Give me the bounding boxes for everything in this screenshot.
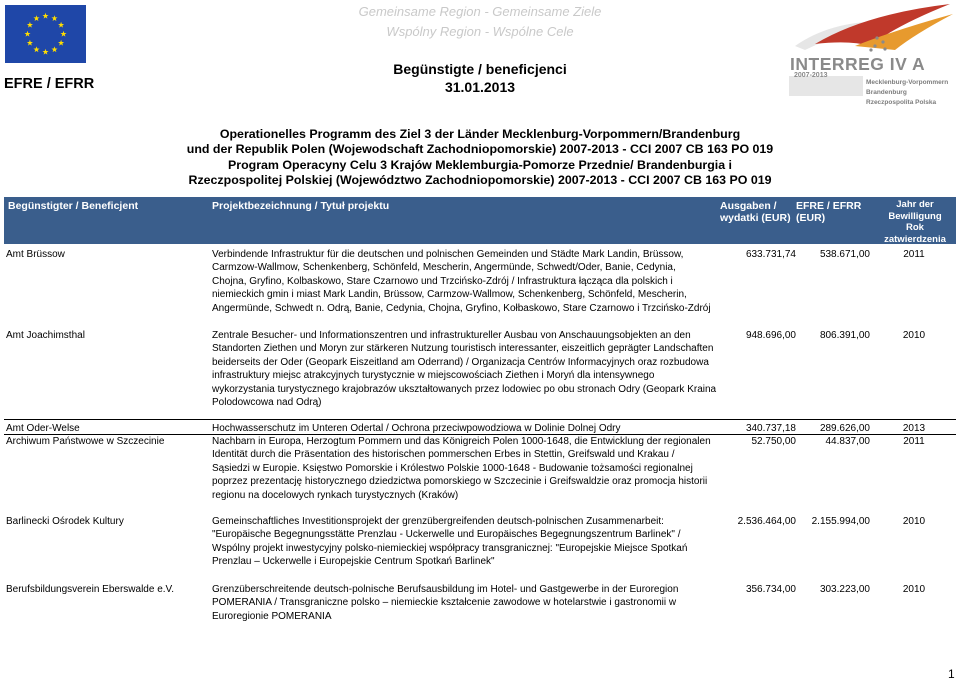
region-name: Rzeczpospolita Polska xyxy=(866,99,937,106)
project-line: Verbindende Infrastruktur für die deutschen und polnischen Gemeinden und Städte Mark Landin, Brüssow, xyxy=(212,249,684,260)
beneficiary-cell: Barlinecki Ośrodek Kultury xyxy=(6,516,124,527)
project-line: Angermünde, Schwedt n. Odrą, Banie, Cedynia, Chojna, Gryfino, Kołbaskowo, Stare Czarnowo i Trzcińsko-Zdrój xyxy=(212,302,711,314)
program-title-line: Operationelles Programm des Ziel 3 der Länder Mecklenburg-Vorpommern/Brandenburg xyxy=(219,127,741,141)
header-efre-line: (EUR) xyxy=(796,212,826,224)
program-title-line: und der Republik Polen (Wojewodschaft Zachodniopomorskie) 2007-2013 - CCI 2007 CB 163 PO 019 xyxy=(186,142,774,157)
efre-cell: 303.223,00 xyxy=(819,584,870,595)
year-cell: 2013 xyxy=(902,423,926,434)
project-line: "Europäische Begegnungsstätte Prenzlau - Uckerwelle und Europäisches Begegnungszentrum Barlinek" / xyxy=(212,529,681,541)
header-year-line: Bewilligung xyxy=(888,210,942,222)
header-year-line: Rok xyxy=(906,222,924,233)
project-line: Sąsiedzi w Europie. Księstwo Pomorskie i Królestwo Polskie 1000-1648 - Budowanie tożsamości regionalnej xyxy=(212,462,693,474)
project-cell xyxy=(212,435,722,502)
project-line: POMERANIA / Transgraniczne polsko – niemieckie kształcenie zawodowe w hotelarstwie i gastronomii w xyxy=(212,597,677,609)
fund-label: EFRE / EFRR xyxy=(4,76,95,92)
expenses-cell: 52.750,00 xyxy=(751,436,796,447)
project-line: Grenzüberschreitende deutsch-polnische Berufsausbildung im Hotel- und Gastgewerbe in der Euroregion xyxy=(212,584,679,595)
interreg-title: INTERREG IV A xyxy=(790,54,926,74)
project-cell xyxy=(212,515,722,569)
slogan-pl: Wspólny Region - Wspólne Cele xyxy=(386,24,574,39)
beneficiary-cell: Berufsbildungsverein Eberswalde e.V. xyxy=(6,584,175,595)
project-line: Chojna, Gryfino, Kolbaskowo, Stare Czarnowo und Trzcińsko-Zdrój / Infrastruktura łącząca dla polskich i xyxy=(212,275,673,287)
project-line: Euroregionie POMERANIA xyxy=(212,610,332,622)
header-year-line: Jahr der xyxy=(896,199,934,210)
project-line: poprzez prezentację historycznego dziedzictwa pomorskiego w Szczecinie i Greifswaldzie oraz promocja historii xyxy=(212,476,708,488)
row-separator xyxy=(4,419,956,420)
logo-map-shape xyxy=(789,76,863,96)
star-icon xyxy=(27,40,33,46)
project-line: Nachbarn in Europa, Herzogtum Pommern und das Königreich Polen 1000-1648, die Entwicklung der regionalen xyxy=(212,436,711,447)
project-line: Wspólny projekt inwestycyjny polsko-niemieckiej współpracy transgranicznej: "Europejskie Miejsce Spotkań xyxy=(212,542,688,554)
project-line: regionu na docelowych rynkach turystycznych (Kraków) xyxy=(212,489,459,501)
beneficiary-cell: Amt Brüssow xyxy=(6,249,65,260)
efre-cell: 538.671,00 xyxy=(819,249,870,260)
region-name: Brandenburg xyxy=(866,89,907,96)
slogan-de: Gemeinsame Region - Gemeinsame Ziele xyxy=(358,4,602,19)
expenses-cell: 356.734,00 xyxy=(745,584,796,595)
project-line: Gemeinschaftliches Investitionsprojekt der grenzübergreifenden deutsch-polnischen Zusammenarbeit: xyxy=(212,516,664,527)
program-title-line: Rzeczpospolitej Polskiej (Województwo Zachodniopomorskie) 2007-2013 - CCI 2007 CB 163 PO 019 xyxy=(188,172,772,187)
page-number: 1 xyxy=(948,667,955,681)
project-cell xyxy=(212,329,722,409)
beneficiary-cell: Amt Joachimsthal xyxy=(6,330,85,341)
year-cell: 2010 xyxy=(902,330,926,341)
header-year-line: zatwierdzenia xyxy=(884,233,946,245)
header-expenses xyxy=(720,200,800,224)
year-cell: 2010 xyxy=(902,516,926,527)
star-icon xyxy=(42,49,48,55)
header-efre-line: EFRE / EFRR xyxy=(796,200,862,212)
header-expenses-line: Ausgaben / xyxy=(720,200,777,212)
expenses-cell: 633.731,74 xyxy=(745,249,796,260)
project-line: Standorten Ziethen und Moryn zur stärkeren Nutzung touristisch interessanter, eiszeitlich geprägter Landschaften xyxy=(212,343,714,355)
star-icon xyxy=(33,46,39,52)
project-line: Carmzow-Wallmow, Schenkenberg, Schönfeld, Mescherin, Angermünde, Schwedt/Oder, Banie, Cedynia, xyxy=(212,262,676,274)
project-line: Prenzlau – Uckerwelle i Europejskie Centrum Spotkań Barlinek" xyxy=(212,556,495,568)
expenses-cell: 2.536.464,00 xyxy=(737,516,796,527)
header-project: Projektbezeichnung / Tytuł projektu xyxy=(212,200,390,212)
project-line: Polodowcowa nad Odrą) xyxy=(212,397,322,409)
table-header xyxy=(4,197,956,244)
header-beneficiary: Begünstigter / Beneficjent xyxy=(8,200,139,212)
program-title xyxy=(140,127,820,188)
year-cell: 2011 xyxy=(903,249,925,260)
efre-cell: 2.155.994,00 xyxy=(811,516,870,527)
year-cell: 2011 xyxy=(903,436,925,447)
star-icon xyxy=(51,46,57,52)
region-name: Mecklenburg-Vorpommern xyxy=(866,79,949,86)
header-expenses-line: wydatki (EUR) xyxy=(720,212,791,224)
beneficiaries-title: Begünstigte / beneficjenci xyxy=(393,61,567,77)
beneficiary-cell: Archiwum Państwowe w Szczecinie xyxy=(6,436,165,447)
project-line: infrastruktury miejsc atrakcyjnych turystycznie w miejscowościach Ziethen i Moryń dla intensywnego xyxy=(212,370,655,382)
efre-cell: 289.626,00 xyxy=(819,423,870,434)
project-cell xyxy=(212,248,722,315)
project-line: Zentrale Besucher- und Informationszentren und infrastruktureller Ausbau von Anschauungsobjekten an den xyxy=(212,330,691,341)
project-line: Hochwasserschutz im Unteren Odertal / Ochrona przeciwpowodziowa w Dolinie Dolnej Odry xyxy=(212,423,621,434)
efre-cell: 806.391,00 xyxy=(819,330,870,341)
header-year xyxy=(874,199,956,245)
document-date: 31.01.2013 xyxy=(444,79,516,95)
star-icon xyxy=(58,40,64,46)
project-line: Identität durch die Präsentation des historischen pommerschen Erbes in Stettin, Greifswald und Krakau / xyxy=(212,449,675,461)
expenses-cell: 340.737,18 xyxy=(745,423,796,434)
program-title-line: Program Operacyny Celu 3 Krajów Meklemburgia-Pomorze Przednie/ Brandenburgia i xyxy=(227,157,733,172)
expenses-cell: 948.696,00 xyxy=(745,330,796,341)
interreg-years: 2007-2013 xyxy=(794,72,828,79)
header-efre xyxy=(796,200,876,224)
year-cell: 2010 xyxy=(902,584,926,595)
project-cell xyxy=(212,583,722,623)
project-line: niemieckich gmin i miast Mark Landin, Brüssow, Carmzow-Wallmow, Schenkenberg, Schönfeld, Mescherin, xyxy=(212,289,687,301)
project-line: beiderseits der Oder (Geopark Eiszeitland am Oderrand) / Organizacja Centrów Informacyjnych oraz rozbudowa xyxy=(212,356,709,368)
project-line: wykorzystania turystycznego krajobrazów ukształtowanych przez lodowiec po obu stronach Odry (Geopark Kraina xyxy=(212,383,717,395)
beneficiary-cell: Amt Oder-Welse xyxy=(6,423,80,434)
interreg-regions xyxy=(866,78,948,108)
efre-cell: 44.837,00 xyxy=(825,436,870,447)
